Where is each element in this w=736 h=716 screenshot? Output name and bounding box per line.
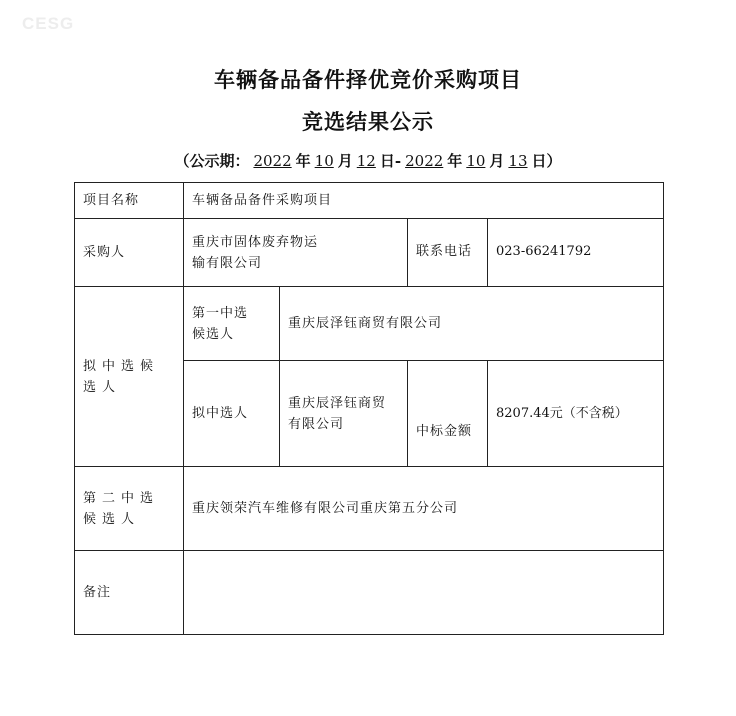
- period-month-char-2: 月: [489, 152, 505, 170]
- proposed-winner-value-text: 重庆辰泽钰商贸有限公司: [288, 395, 387, 432]
- period-prefix: （公示期：: [174, 152, 250, 170]
- period-end-month: 10: [466, 152, 486, 170]
- period-end-year: 2022: [405, 152, 444, 170]
- contact-label: 联系电话: [408, 219, 488, 287]
- result-table: [74, 182, 664, 635]
- purchaser-label: 采购人: [75, 219, 184, 287]
- period-year-char: 年: [295, 152, 311, 170]
- bid-amount-value: 8207.44元（不含税）: [488, 361, 664, 467]
- period-day-char: 日: [379, 152, 395, 170]
- table-row-project: [75, 183, 664, 219]
- purchaser-value-text: 重庆市固体废弃物运输有限公司: [192, 234, 319, 271]
- period-start-month: 10: [314, 152, 334, 170]
- period-suffix: ）: [546, 152, 562, 170]
- table-row-purchaser: [75, 219, 664, 287]
- table-row-remarks: [75, 551, 664, 635]
- project-name-value: 车辆备品备件采购项目: [184, 183, 664, 219]
- proposed-winner-value: [280, 361, 408, 467]
- publicity-period: [0, 150, 736, 171]
- contact-value: 023-66241792: [488, 219, 664, 287]
- period-end-day: 13: [508, 152, 528, 170]
- first-candidate-label-text: 第一中选候选人: [192, 305, 249, 342]
- document-subtitle: 竞选结果公示: [302, 109, 434, 134]
- purchaser-value: [184, 219, 408, 287]
- period-separator: -: [394, 152, 402, 170]
- proposed-candidates-label: 拟中选候选人: [75, 287, 184, 467]
- period-start-day: 12: [356, 152, 376, 170]
- second-candidate-value: 重庆领荣汽车维修有限公司重庆第五分公司: [184, 467, 664, 551]
- bid-amount-label: 中标金额: [408, 361, 488, 467]
- second-candidate-label: 第二中选候选人: [75, 467, 184, 551]
- period-day-char-2: 日: [531, 152, 547, 170]
- first-candidate-label: [184, 287, 280, 361]
- watermark-logo: CESG: [22, 14, 75, 33]
- period-year-char-2: 年: [447, 152, 463, 170]
- project-name-label: 项目名称: [75, 183, 184, 219]
- table-row-second-candidate: [75, 467, 664, 551]
- remarks-label: 备注: [75, 551, 184, 635]
- document-title: 车辆备品备件择优竞价采购项目: [214, 67, 522, 92]
- remarks-value: [184, 551, 664, 635]
- period-start-year: 2022: [253, 152, 292, 170]
- period-month-char: 月: [337, 152, 353, 170]
- first-candidate-value: 重庆辰泽钰商贸有限公司: [280, 287, 664, 361]
- table-row-first-candidate: [75, 287, 664, 361]
- proposed-winner-label: 拟中选人: [184, 361, 280, 467]
